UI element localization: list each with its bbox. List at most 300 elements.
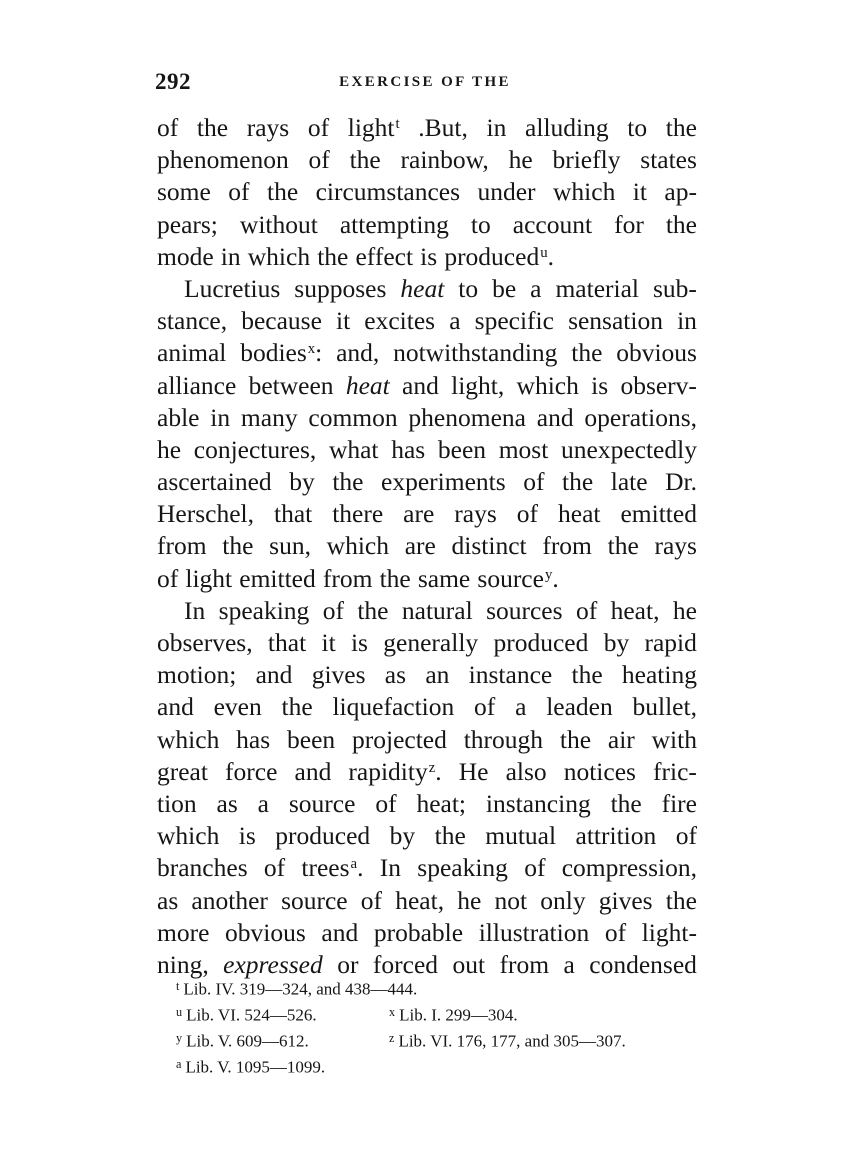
word-text: which — [516, 370, 579, 400]
word-text: what — [328, 434, 379, 464]
word-text: is — [350, 628, 368, 657]
word-text: compression, — [561, 853, 697, 883]
word — [561, 434, 697, 466]
word-text: great — [157, 756, 208, 786]
text-line — [157, 691, 697, 723]
word-text: as — [384, 660, 407, 690]
word — [418, 112, 468, 144]
word — [540, 885, 585, 917]
footnote-reference: x — [307, 341, 316, 358]
word-text: the — [665, 885, 697, 915]
word-text: the — [222, 531, 254, 561]
word-text: most — [498, 434, 549, 464]
word — [375, 788, 396, 820]
word-text: Dr. — [665, 467, 697, 497]
word-text: more — [157, 917, 210, 947]
word-text: operations, — [584, 402, 697, 432]
footnote-text: Lib. V. 1095—1099. — [185, 1057, 326, 1077]
word — [157, 370, 236, 402]
word — [247, 112, 289, 144]
word — [673, 595, 697, 627]
word-text: rays — [246, 113, 290, 142]
word — [479, 917, 590, 949]
word-text: which — [247, 241, 311, 271]
text-line — [157, 724, 697, 756]
word-text: to — [458, 273, 479, 303]
word-text: of — [516, 499, 539, 529]
word — [268, 627, 306, 659]
word-text: In — [379, 853, 401, 883]
footnote-row — [160, 973, 720, 999]
word-text: even — [213, 692, 262, 722]
running-head: EXERCISE OF THE — [339, 74, 511, 90]
word — [640, 144, 697, 176]
word — [240, 209, 318, 241]
word — [185, 563, 232, 595]
word — [157, 241, 214, 273]
word-text: illustration — [478, 917, 590, 947]
word — [552, 144, 620, 176]
word — [425, 659, 449, 691]
word — [380, 852, 401, 884]
word-text: a — [449, 306, 461, 336]
word — [157, 530, 207, 562]
word — [662, 788, 697, 820]
word-text: force — [225, 756, 278, 786]
word — [312, 659, 366, 691]
punctuation: . — [435, 756, 442, 786]
word — [225, 917, 306, 949]
word — [517, 370, 579, 402]
word — [157, 756, 208, 788]
word-text: by — [603, 628, 630, 657]
word — [542, 530, 592, 562]
word — [571, 337, 602, 369]
word-text: specific — [474, 306, 554, 336]
word — [591, 370, 608, 402]
word — [457, 885, 481, 917]
word — [620, 498, 696, 530]
word-text: of — [523, 467, 545, 497]
text-line — [157, 885, 697, 917]
word — [576, 820, 657, 852]
word — [608, 724, 635, 756]
word-text: mutual — [485, 821, 557, 851]
footnote-text: Lib. I. 299—304. — [399, 1005, 518, 1025]
word — [493, 627, 588, 659]
word-text: the — [434, 821, 466, 851]
word — [350, 144, 381, 176]
word — [408, 402, 526, 434]
word-text: rapid — [644, 628, 697, 657]
footnote-y — [176, 1025, 309, 1054]
word — [308, 402, 397, 434]
word-text: in — [220, 241, 241, 271]
word — [357, 595, 388, 627]
word-text: are — [404, 531, 436, 561]
word — [241, 402, 298, 434]
text-line — [157, 659, 697, 691]
word — [403, 498, 434, 530]
word-text: common — [308, 402, 398, 432]
word-text: and — [294, 756, 332, 786]
text-line — [157, 466, 697, 498]
word — [464, 724, 543, 756]
word-text: there — [332, 499, 384, 529]
word-text: states — [640, 145, 697, 175]
text-line — [157, 176, 697, 208]
word — [336, 305, 350, 337]
word — [452, 530, 527, 562]
word-text: air — [607, 724, 635, 754]
word — [568, 305, 663, 337]
word — [327, 530, 389, 562]
word — [393, 337, 557, 369]
word — [517, 498, 538, 530]
word-text: as — [216, 788, 238, 818]
word-text: the — [571, 338, 603, 368]
word-text: the — [266, 177, 299, 207]
word — [157, 627, 253, 659]
word — [308, 112, 329, 144]
body-text — [157, 112, 697, 981]
word-text: sun, — [269, 531, 311, 561]
word-text: of — [157, 113, 179, 142]
word-text: which — [157, 724, 220, 754]
word — [364, 305, 435, 337]
word — [584, 402, 697, 434]
word — [477, 563, 558, 595]
word-text: of — [308, 145, 330, 175]
word — [282, 691, 313, 723]
word — [294, 273, 386, 305]
word-text: sub- — [653, 273, 697, 303]
word-text: he — [457, 885, 482, 915]
word — [275, 820, 370, 852]
word-text: speaking — [218, 595, 310, 625]
word-text: attempting — [339, 209, 449, 239]
word — [289, 788, 356, 820]
word-text: of — [228, 177, 250, 207]
word-text: attrition — [575, 821, 657, 851]
text-line — [157, 498, 697, 530]
word-text: effect — [355, 241, 414, 271]
word-text: the — [317, 241, 349, 271]
word-text: sources — [486, 595, 563, 625]
text-line — [157, 563, 697, 595]
word-text: heat — [345, 370, 390, 400]
word-text: in — [210, 402, 231, 432]
word — [487, 112, 507, 144]
word — [309, 144, 330, 176]
word-text: or — [337, 949, 359, 979]
word — [614, 209, 644, 241]
footnote-text: Lib. IV. 319—324, and 438—444. — [183, 979, 418, 999]
word — [469, 659, 553, 691]
word — [214, 691, 262, 723]
word — [474, 691, 495, 723]
word-text: because — [241, 306, 322, 336]
page-number: 292 — [155, 69, 191, 94]
word-text: for — [614, 209, 644, 239]
word-text: phenomena — [408, 402, 526, 432]
word-text: and — [536, 402, 574, 432]
word-text: trees — [301, 853, 350, 883]
footnote-a — [176, 1051, 325, 1080]
word-text: projected — [352, 724, 447, 754]
text-line — [157, 337, 697, 369]
word-text: a — [257, 788, 269, 818]
word-text: light — [347, 113, 395, 142]
word-text: the — [559, 724, 592, 754]
word — [486, 788, 591, 820]
word — [248, 241, 310, 273]
word — [157, 691, 194, 723]
word — [435, 820, 466, 852]
word — [653, 756, 697, 788]
word — [217, 788, 238, 820]
word — [249, 370, 334, 402]
word-text: speaking — [417, 853, 508, 883]
footnote-text: Lib. VI. 524—526. — [186, 1005, 317, 1025]
word — [239, 563, 315, 595]
word — [451, 370, 504, 402]
word-text: source — [281, 885, 348, 915]
word — [351, 627, 368, 659]
word-text: it — [632, 177, 647, 207]
word-text: emitted — [239, 563, 316, 593]
word-text: bullet, — [632, 692, 697, 722]
word-text: another — [191, 885, 268, 915]
word-text: rays — [454, 499, 497, 529]
word — [400, 273, 444, 305]
word-text: been — [287, 724, 336, 754]
word-text: in — [486, 113, 507, 142]
word-text: rapidity — [348, 756, 428, 786]
word-text: He — [458, 756, 489, 786]
word — [477, 176, 535, 208]
word-text: mode — [157, 241, 214, 271]
word-text: produced — [275, 821, 371, 851]
word — [560, 724, 591, 756]
word — [184, 595, 205, 627]
word-text: that — [273, 499, 313, 529]
word — [417, 852, 508, 884]
word-text: rays — [654, 531, 697, 561]
word — [537, 402, 574, 434]
word — [316, 176, 460, 208]
word-text: to — [627, 113, 648, 142]
word-text: light — [185, 563, 233, 593]
word — [385, 659, 406, 691]
word — [454, 498, 496, 530]
word-text: and — [255, 660, 293, 690]
word-text: conjectures, — [193, 434, 317, 464]
word-text: a — [515, 692, 527, 722]
word — [332, 466, 363, 498]
word-text: the — [562, 467, 594, 497]
word-text: in — [677, 306, 697, 336]
punctuation: : — [315, 338, 323, 368]
punctuation: . — [357, 853, 364, 883]
word — [323, 563, 373, 595]
word-text: liquefaction — [332, 692, 455, 722]
word-text: bodies — [240, 338, 307, 368]
word-text: Lucretius — [184, 273, 281, 303]
word-text: many — [240, 402, 298, 432]
text-line — [157, 434, 697, 466]
word-text: able — [157, 402, 200, 432]
word — [633, 691, 697, 723]
word-text: of — [263, 853, 286, 883]
word-text: has — [236, 724, 271, 754]
punctuation: . — [547, 241, 554, 271]
word — [374, 917, 463, 949]
word — [499, 434, 549, 466]
word-text: is — [420, 241, 438, 271]
word-text: an — [425, 660, 450, 690]
word — [332, 691, 454, 723]
word-text: is — [238, 821, 256, 851]
word — [267, 176, 298, 208]
word-text: notwithstanding — [393, 338, 558, 368]
word — [383, 627, 478, 659]
word-text: heat — [400, 273, 445, 303]
word — [420, 241, 437, 273]
word — [157, 176, 211, 208]
word-text: natural — [401, 595, 473, 625]
text-line — [157, 241, 697, 273]
word — [571, 659, 602, 691]
word-text: ap- — [664, 177, 697, 207]
word — [157, 885, 178, 917]
footnote-u — [176, 999, 317, 1028]
word-text: under — [477, 177, 536, 207]
word-text: to — [470, 209, 491, 239]
word-text: produced — [493, 628, 589, 657]
word-text: probable — [373, 917, 464, 947]
word-text: In — [184, 595, 206, 625]
word — [676, 820, 697, 852]
footnote-text: Lib. V. 609—612. — [186, 1031, 309, 1051]
word — [241, 305, 322, 337]
word-text: obvious — [616, 338, 697, 368]
word-text: as — [157, 885, 179, 915]
word-text: circumstances — [315, 177, 461, 207]
word — [459, 756, 489, 788]
word — [633, 176, 647, 208]
word-text: generally — [383, 628, 479, 657]
word-text: same — [417, 563, 471, 593]
word-text: tion — [157, 788, 197, 818]
word — [157, 498, 254, 530]
footnote-mark: x — [389, 1005, 396, 1019]
word — [258, 788, 269, 820]
footnote-reference: y — [544, 566, 553, 583]
word — [157, 466, 272, 498]
word — [239, 820, 256, 852]
word-text: the — [571, 660, 603, 690]
word — [332, 498, 383, 530]
word-text: fire — [661, 788, 697, 818]
word-text: obvious — [225, 917, 306, 947]
text-line — [157, 627, 697, 659]
word — [380, 563, 411, 595]
word-text: of — [375, 788, 397, 818]
word-text: only — [540, 885, 586, 915]
word — [576, 595, 597, 627]
word — [210, 402, 230, 434]
word-text: Herschel, — [157, 499, 254, 529]
word — [321, 627, 335, 659]
word — [654, 530, 696, 562]
word — [321, 917, 358, 949]
word — [329, 434, 379, 466]
word — [495, 885, 528, 917]
word — [653, 273, 697, 305]
word-text: and — [157, 692, 194, 722]
word-text: expressed — [223, 949, 323, 979]
footnote-row — [160, 1051, 720, 1077]
word-text: fric- — [653, 756, 697, 786]
word — [645, 627, 697, 659]
word-text: produced — [444, 241, 540, 271]
word-text: excites — [364, 306, 436, 336]
word — [287, 724, 335, 756]
word-text: and, — [336, 338, 380, 368]
word-text: of — [157, 563, 179, 593]
word — [222, 530, 253, 562]
word — [301, 852, 363, 884]
word — [611, 466, 648, 498]
word-text: heat; — [416, 788, 466, 818]
word — [197, 112, 228, 144]
word-text: the — [607, 531, 639, 561]
punctuation: . — [552, 563, 559, 593]
word — [562, 466, 593, 498]
word-text: unexpectedly — [561, 434, 697, 464]
word — [228, 176, 249, 208]
footnotes — [160, 973, 720, 1077]
word — [289, 466, 315, 498]
word — [665, 466, 697, 498]
word-text: the — [379, 563, 411, 593]
word-text: are — [403, 499, 435, 529]
word-text: animal — [157, 338, 227, 368]
word — [604, 627, 630, 659]
word-text: the — [665, 113, 697, 142]
word — [157, 434, 181, 466]
word-text: of — [474, 692, 496, 722]
word — [458, 273, 478, 305]
footnote-row — [160, 1025, 720, 1051]
word — [666, 112, 697, 144]
word — [664, 176, 697, 208]
punctuation: . — [418, 113, 425, 142]
word-text: ning, — [157, 949, 209, 979]
word — [157, 917, 209, 949]
word — [449, 305, 460, 337]
word — [486, 595, 562, 627]
word-text: he — [157, 434, 182, 464]
text-line — [157, 756, 697, 788]
word — [444, 241, 554, 273]
word-text: the — [349, 145, 381, 175]
word — [622, 659, 697, 691]
word — [295, 756, 332, 788]
word-text: of — [675, 821, 697, 851]
word — [564, 756, 636, 788]
